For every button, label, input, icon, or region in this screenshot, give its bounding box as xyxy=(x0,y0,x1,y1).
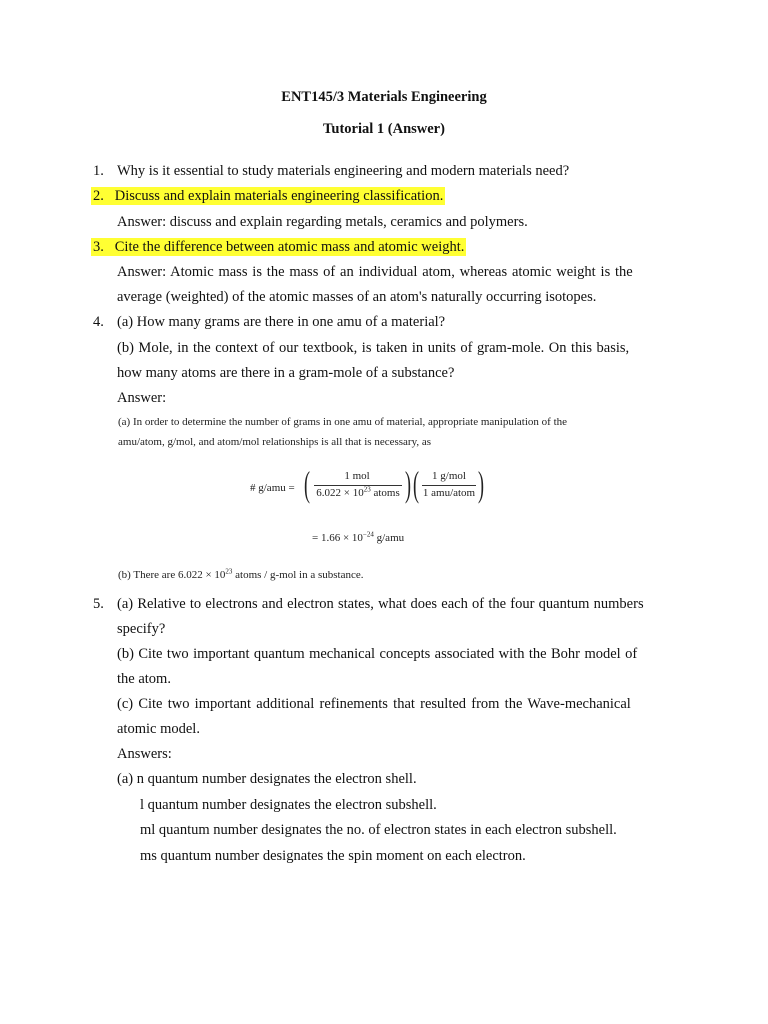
fraction-1-den-coef: 6.022 × 10 xyxy=(316,487,364,499)
q3-answer-line1-text: Answer: Atomic mass is the mass of an individual atom, whereas atomic weight is the xyxy=(117,264,633,280)
fraction-2-denominator: 1 amu/atom xyxy=(422,487,476,499)
q2-highlight xyxy=(91,187,445,205)
q2-text: Discuss and explain materials engineering classification. xyxy=(114,188,444,204)
q5-answers-label: Answers: xyxy=(117,746,172,762)
part-b-suffix: atoms / g-mol in a substance. xyxy=(232,569,364,581)
fraction-1-denominator xyxy=(312,487,404,499)
q3-text: Cite the difference between atomic mass and atomic weight. xyxy=(114,239,465,255)
q4-answer-image xyxy=(116,412,616,582)
q2-answer: Answer: discuss and explain regarding metals, ceramics and polymers. xyxy=(117,214,528,230)
q4-answer-label: Answer: xyxy=(117,390,167,406)
q5-answer-ms: ms quantum number designates the spin moment on each electron. xyxy=(140,848,526,864)
result-exponent: −24 xyxy=(362,530,374,539)
fraction-1-bar xyxy=(314,485,402,486)
embedded-line1: (a) In order to determine the number of grams in one amu of material, appropriate manipulation of the xyxy=(118,416,568,428)
q3-answer-line1 xyxy=(117,263,675,281)
q2-number: 2. xyxy=(93,188,104,204)
q4-part-b-line2: how many atoms are there in a gram-mole of a substance? xyxy=(117,365,455,381)
q4-part-a: (a) How many grams are there in one amu of a material? xyxy=(117,314,446,330)
fraction-1-numerator: 1 mol xyxy=(344,470,370,482)
embedded-part-b xyxy=(118,568,363,582)
q3-answer-line2: average (weighted) of the atomic masses of an atom's naturally occurring isotopes. xyxy=(117,289,597,305)
q5-part-a-line2: specify? xyxy=(117,621,166,637)
tutorial-title: Tutorial 1 (Answer) xyxy=(323,121,445,137)
equation-result xyxy=(312,531,404,545)
paren-close-1: ) xyxy=(405,464,411,504)
q3-number: 3. xyxy=(93,239,104,255)
q5-answer-l: l quantum number designates the electron subshell. xyxy=(140,797,437,813)
q5-part-c-line2: atomic model. xyxy=(117,721,200,737)
q5-part-b-line2: the atom. xyxy=(117,671,171,687)
part-b-exponent: 23 xyxy=(225,567,233,576)
q5-number: 5. xyxy=(93,596,104,612)
fraction-2-bar xyxy=(422,485,476,486)
fraction-1-den-unit: atoms xyxy=(370,487,400,499)
embedded-line2: amu/atom, g/mol, and atom/mol relationships is all that is necessary, as xyxy=(118,436,432,448)
equation-lhs: # g/amu = xyxy=(250,482,295,494)
paren-open-1: ( xyxy=(304,464,310,504)
q1-text: Why is it essential to study materials engineering and modern materials need? xyxy=(117,163,570,179)
q5-answer-ml: ml quantum number designates the no. of electron states in each electron subshell. xyxy=(140,822,617,838)
q4-part-b-line1: (b) Mole, in the context of our textbook, is taken in units of gram-mole. On this basis, xyxy=(117,340,630,356)
paren-close-2: ) xyxy=(478,464,484,504)
course-title: ENT145/3 Materials Engineering xyxy=(281,89,487,105)
fraction-2-numerator: 1 g/mol xyxy=(432,470,466,482)
q3-highlight xyxy=(91,238,466,256)
q5-part-a-line1: (a) Relative to electrons and electron states, what does each of the four quantum numbers xyxy=(117,596,644,612)
paren-open-2: ( xyxy=(413,464,419,504)
part-b-prefix: (b) There are 6.022 × 10 xyxy=(118,569,226,581)
q1-number: 1. xyxy=(93,163,104,179)
result-unit: g/amu xyxy=(373,532,405,544)
q4-number: 4. xyxy=(93,314,104,330)
fraction-1-den-exp: 23 xyxy=(363,485,371,494)
q5-answer-n: (a) n quantum number designates the electron shell. xyxy=(117,771,417,787)
q5-part-b-line1: (b) Cite two important quantum mechanical concepts associated with the Bohr model of xyxy=(117,646,638,662)
result-prefix: = 1.66 × 10 xyxy=(312,532,363,544)
q5-part-c-line1: (c) Cite two important additional refinements that resulted from the Wave-mechanical xyxy=(117,696,631,712)
